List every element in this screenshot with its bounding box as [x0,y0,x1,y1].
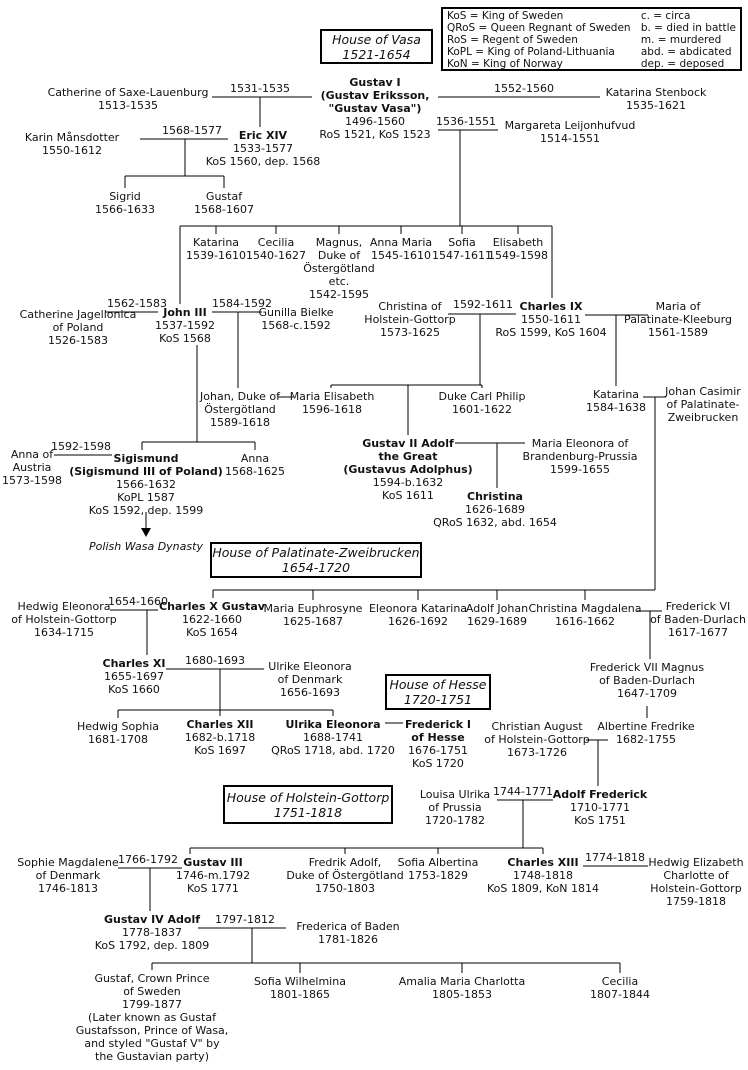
marriage-years-label: 1680-1693 [185,654,245,667]
person-info-line: 1688-1741 [303,731,363,744]
legend-line: QRoS = Queen Regnant of Sweden [447,21,631,34]
person-info-line: 1550-1611 [521,313,581,326]
person-info-line: 1681-1708 [88,733,148,746]
person-name-line: Charles X Gustav [159,600,265,613]
person-name-line: John III [163,306,207,319]
person-name-line: Ulrika Eleonora [285,718,381,731]
person-info-line: 1673-1726 [507,746,567,759]
person-gustav-iv-adolf [95,913,210,952]
marriage-years-label: 1797-1812 [215,913,275,926]
person-christina-magdalena [528,602,641,628]
marriage-years-label: 1568-1577 [162,124,222,137]
person-name-line: Cecilia [257,236,295,249]
person-info-line: 1599-1655 [550,463,610,476]
person-info-line: 1634-1715 [34,626,94,639]
person-fredrik-adolf [286,856,403,895]
person-name-line: Margareta Leijonhufvud [504,119,636,132]
person-info-line: KoS 1560, dep. 1568 [205,155,321,168]
person-info-line: 1748-1818 [513,869,573,882]
person-name-line: Hedwig Elizabeth [648,856,744,869]
person-info-line: 1542-1595 [309,288,369,301]
person-info-line: 1805-1853 [432,988,492,1001]
person-gustav-iii [176,856,250,895]
person-frederick-vi [650,600,746,639]
person-sofia-albertina [398,856,479,882]
person-info-line: KoS 1809, KoN 1814 [487,882,599,895]
person-margareta-leijonhufvud [505,119,636,145]
person-info-line: 1629-1689 [467,615,527,628]
house-name: House of Hesse [389,677,487,692]
person-gustaf-crown-prince [76,972,229,1063]
legend-line: abd. = abdicated [640,45,732,58]
marriage-years-label: 1766-1792 [118,853,178,866]
person-name-line: of Holstein-Gottorp [11,613,117,626]
legend-abbreviations [447,10,633,70]
person-name-line: Katarina [592,388,640,401]
person-catherine-jagellonica [20,308,137,347]
person-info-line: KoS 1771 [187,882,239,895]
person-info-line: 1778-1837 [122,926,182,939]
person-name-line: Frederick I [405,718,471,731]
person-info-line: Gustafsson, Prince of Wasa, [75,1024,229,1037]
person-name-line: Austria [12,461,52,474]
person-name-line: Charles XII [186,718,254,731]
person-name-line: of Prussia [428,801,482,814]
house-box-palatinate-zweibrucken [210,542,422,578]
person-maria-euphrosyne [264,602,363,628]
person-name-line: Maria Eleonora of [531,437,629,450]
person-adolf-frederick [553,788,647,827]
person-info-line: 1535-1621 [626,99,686,112]
person-sigismund [69,452,223,517]
person-gunilla-bielke [258,306,333,332]
person-info-line: 1545-1610 [371,249,431,262]
marriage-years-label: 1584-1592 [212,297,272,310]
person-gustaf [194,190,254,216]
person-christian-august [484,720,589,759]
person-name-line: Magnus, [315,236,363,249]
person-name-line: Anna [240,452,270,465]
person-johan-duke-of-ostergotland [200,390,280,429]
person-name-line: Holstein-Gottorp [650,882,742,895]
person-name-line: (Sigismund III of Poland) [69,465,223,478]
person-info-line: KoS 1654 [186,626,238,639]
house-box-hesse [385,674,491,710]
person-info-line: 1746-m.1792 [175,869,251,882]
person-name-line: of Baden-Durlach [599,674,695,687]
person-anna-maria [370,236,432,262]
person-name-line: Holstein-Gottorp [364,313,456,326]
legend-line: KoS = King of Sweden [447,10,564,22]
person-name-line: Sigismund [113,452,179,465]
person-info-line: 1720-1782 [425,814,485,827]
person-name-line: Johan Casimir [665,385,741,398]
person-name-line: Louisa Ulrika [419,788,491,801]
person-name-line: Karin Månsdotter [24,131,120,144]
person-name-line: Sigrid [109,190,141,203]
marriage-years-label: 1536-1551 [436,115,496,128]
legend-line: m. = murdered [640,33,722,46]
person-frederick-vii-magnus [590,661,704,700]
person-name-line: of Denmark [277,673,343,686]
person-info-line: QRoS 1632, abd. 1654 [433,516,557,529]
person-maria-of-palatinate-kleeburg [624,300,732,339]
person-name-line: Gustaf, Crown Prince [94,972,210,985]
house-name: House of Holstein-Gottorp [226,789,390,805]
person-name-line: Gustaf [205,190,243,203]
person-info-line: 1573-1625 [380,326,440,339]
person-anna-1568 [225,452,285,478]
legend-terms [640,10,736,70]
legend-line: dep. = deposed [640,57,725,70]
person-sofia-1547 [432,236,492,262]
person-hedwig-elizabeth-charlotte [648,856,743,908]
person-charles-xiii [487,856,599,895]
person-katarina-stenbock [606,86,707,112]
person-name-line: Hedwig Eleonora [17,600,111,613]
person-name-line: Frederick VII Magnus [589,661,705,674]
house-box-holstein-gottorp [223,785,393,824]
person-info-line: 1622-1660 [182,613,242,626]
person-elisabeth [488,236,548,262]
person-info-line: 1568-c.1592 [261,319,331,332]
person-info-line: 1676-1751 [408,744,468,757]
person-info-line: the Gustavian party) [95,1050,209,1063]
person-eleonora-katarina [369,602,467,628]
person-johan-casimir [665,385,741,424]
house-years: 1654-1720 [281,560,351,575]
marriage-years-label: 1531-1535 [230,82,290,95]
person-name-line: Maria Elisabeth [289,390,375,403]
person-info-line: and styled "Gustaf V" by [84,1037,220,1050]
person-name-line: Duke of Östergötland [286,869,404,882]
legend-line: KoN = King of Norway [447,57,563,70]
person-adolf-johan [466,602,528,628]
person-name-line: Christina of [378,300,442,313]
person-info-line: KoS 1792, dep. 1809 [94,939,210,952]
person-name-line: Sofia [448,236,476,249]
marriage-years-label: 1744-1771 [493,785,553,798]
person-name-line: of Sweden [123,985,181,998]
person-info-line: 1549-1598 [488,249,548,262]
person-name-line: Ulrike Eleonora [268,660,352,673]
person-info-line: 1594-b.1632 [372,476,444,489]
person-name-line: Anna Maria [369,236,433,249]
person-info-line: 1781-1826 [318,933,378,946]
person-name-line: Catherine of Saxe-Lauenburg [47,86,209,99]
person-charles-x-gustav [159,600,265,639]
person-name-line: Gustav III [183,856,243,869]
person-info-line: 1573-1598 [2,474,62,487]
person-name-line: Gunilla Bielke [258,306,334,319]
person-info-line: 1568-1607 [194,203,254,216]
person-hedwig-eleonora [11,600,116,639]
person-karin-mansdotter [25,131,119,157]
person-cecilia-1540 [246,236,306,262]
person-eric-xiv [206,129,321,168]
person-maria-elisabeth [290,390,375,416]
person-name-line: of Hesse [411,731,465,744]
person-info-line: 1626-1692 [388,615,448,628]
person-info-line: RoS 1599, KoS 1604 [495,326,607,339]
person-info-line: 1746-1813 [38,882,98,895]
person-info-line: 1753-1829 [408,869,468,882]
person-info-line: RoS 1521, KoS 1523 [319,128,431,141]
house-years: 1720-1751 [403,692,473,707]
person-name-line: Cecilia [601,975,639,988]
person-info-line: 1647-1709 [617,687,677,700]
person-magnus [303,236,375,301]
person-name-line: Gustav I [349,76,401,89]
person-charles-xi [103,657,166,696]
person-name-line: Christian August [491,720,583,733]
person-info-line: 1584-1638 [586,401,646,414]
person-name-line: Johan, Duke of [200,390,280,403]
person-info-line: 1616-1662 [555,615,615,628]
person-info-line: 1568-1625 [225,465,285,478]
person-maria-eleonora [523,437,638,476]
person-info-line: (Later known as Gustaf [88,1011,216,1024]
person-name-line: Charles IX [519,300,583,313]
marriage-years-label: 1552-1560 [494,82,554,95]
person-name-line: Palatinate-Kleeburg [624,313,732,326]
person-info-line: 1682-b.1718 [184,731,256,744]
person-gustav-i [319,76,430,141]
house-years: 1521-1654 [342,46,411,62]
person-name-line: Hedwig Sophia [76,720,160,733]
person-sofia-wilhelmina [254,975,346,1001]
person-name-line: Charles XIII [507,856,579,869]
person-name-line: Sofia Albertina [397,856,479,869]
person-info-line: KoS 1697 [194,744,246,757]
person-name-line: Adolf Johan [465,602,529,615]
person-name-line: Duke Carl Philip [438,390,526,403]
legend-line: b. = died in battle [640,21,736,34]
person-info-line: 1801-1865 [270,988,330,1001]
person-hedwig-sophia [77,720,159,746]
person-name-line: of Palatinate- [666,398,740,411]
arrow-head-icon [141,528,151,537]
person-albertine-fredrike [597,720,694,746]
person-info-line: 1566-1632 [116,478,176,491]
person-info-line: 1561-1589 [648,326,708,339]
person-info-line: 1513-1535 [98,99,158,112]
person-christina-queen [433,490,557,529]
person-info-line: 1750-1803 [315,882,375,895]
person-cecilia-1807 [590,975,650,1001]
house-name: House of Palatinate-Zweibrucken [212,545,420,560]
person-info-line: KoS 1611 [382,489,434,502]
person-name-line: (Gustavus Adolphus) [343,463,473,476]
person-info-line: 1807-1844 [590,988,650,1001]
person-name-line: Duke of [317,249,361,262]
person-info-line: 1537-1592 [155,319,215,332]
person-info-line: 1710-1771 [570,801,630,814]
person-name-line: of Baden-Durlach [650,613,746,626]
person-name-line: Katarina Stenbock [605,86,707,99]
person-name-line: Maria of [655,300,701,313]
person-info-line: KoS 1720 [412,757,464,770]
person-name-line: Albertine Fredrike [597,720,695,733]
person-christina-of-holstein-gottorp [364,300,455,339]
person-info-line: 1596-1618 [302,403,362,416]
person-name-line: Sofia Wilhelmina [254,975,346,988]
person-katarina-1539 [186,236,246,262]
person-charles-xii [185,718,255,757]
person-name-line: Brandenburg-Prussia [522,450,638,463]
person-info-line: 1759-1818 [666,895,726,908]
legend-line: KoPL = King of Poland-Lithuania [447,45,615,58]
person-info-line: KoS 1660 [108,683,160,696]
person-info-line: 1589-1618 [210,416,270,429]
person-name-line: Gustav II Adolf [362,437,454,450]
person-amalia-maria-charlotta [399,975,525,1001]
person-catherine-saxe-lauenburg [48,86,209,112]
person-info-line: 1514-1551 [540,132,600,145]
person-info-line: 1526-1583 [48,334,108,347]
person-louisa-ulrika [420,788,490,827]
person-name-line: of Poland [52,321,104,334]
legend-line: RoS = Regent of Sweden [447,33,578,46]
person-frederick-i-of-hesse [405,718,471,770]
person-name-line: Charles XI [102,657,166,670]
person-name-line: Eric XIV [238,129,288,142]
person-duke-carl-philip [439,390,526,416]
person-info-line: 1799-1877 [122,998,182,1011]
marriage-years-label: 1592-1598 [51,440,111,453]
house-box-vasa [320,29,433,64]
person-name-line: Katarina [192,236,240,249]
person-info-line: 1496-1560 [345,115,405,128]
person-frederica-of-baden [296,920,399,946]
person-name-line: Adolf Frederick [552,788,648,801]
person-name-line: Zweibrucken [667,411,739,424]
person-info-line: 1617-1677 [668,626,728,639]
house-name: House of Vasa [332,31,421,47]
person-info-line: 1655-1697 [104,670,164,683]
person-info-line: 1626-1689 [465,503,525,516]
person-info-line: 1601-1622 [452,403,512,416]
person-info-line: 1533-1577 [233,142,293,155]
person-info-line: 1547-1611 [432,249,492,262]
person-name-line: Fredrik Adolf, [308,856,382,869]
person-name-line: Sophie Magdalene [17,856,119,869]
person-name-line: Östergötland [303,262,375,275]
person-info-line: 1539-1610 [186,249,246,262]
marriage-years-label: 1774-1818 [585,851,645,864]
person-name-line: the Great [378,450,438,463]
person-info-line: 1682-1755 [616,733,676,746]
person-name-line: Charlotte of [663,869,729,882]
house-years: 1751-1818 [273,804,343,820]
person-name-line: Gustav IV Adolf [103,913,201,926]
person-name-line: "Gustav Vasa") [328,102,422,115]
person-info-line: KoPL 1587 [117,491,175,504]
marriage-years-label: 1592-1611 [453,298,513,311]
person-ulrika-eleonora [271,718,395,757]
person-ulrike-eleonora-of-denmark [268,660,351,699]
person-info-line: KoS 1568 [159,332,211,345]
person-charles-ix [495,300,606,339]
person-name-line: Catherine Jagellonica [19,308,137,321]
person-name-line: Christina Magdalena [528,602,642,615]
person-name-line: Maria Euphrosyne [263,602,363,615]
marriage-years-label: 1654-1660 [108,595,168,608]
person-name-line: Frederick VI [665,600,731,613]
person-name-line: Eleonora Katarina [368,602,468,615]
person-sophie-magdalene [17,856,119,895]
person-name-line: Elisabeth [492,236,544,249]
legend-line: c. = circa [640,10,691,22]
person-anna-of-austria [2,448,62,487]
person-name-line: etc. [328,275,350,288]
person-name-line: Amalia Maria Charlotta [398,975,526,988]
person-katarina-1584 [586,388,646,414]
person-info-line: 1625-1687 [283,615,343,628]
person-name-line: Frederica of Baden [296,920,400,933]
person-info-line: KoS 1751 [574,814,626,827]
person-john-iii [155,306,215,345]
person-info-line: KoS 1592, dep. 1599 [88,504,204,517]
person-info-line: 1540-1627 [246,249,306,262]
person-name-line: of Holstein-Gottorp [484,733,590,746]
polish-wasa-dynasty-label: Polish Wasa Dynasty [89,540,203,553]
marriage-years-label: 1562-1583 [107,297,167,310]
person-name-line: of Denmark [35,869,101,882]
person-name-line: Anna of [10,448,54,461]
person-info-line: 1550-1612 [42,144,102,157]
person-info-line: 1656-1693 [280,686,340,699]
person-sigrid [95,190,155,216]
person-info-line: 1566-1633 [95,203,155,216]
person-name-line: Christina [467,490,523,503]
legend-box [441,7,742,71]
person-info-line: QRoS 1718, abd. 1720 [271,744,395,757]
person-name-line: Östergötland [204,403,276,416]
person-name-line: (Gustav Eriksson, [320,89,430,102]
